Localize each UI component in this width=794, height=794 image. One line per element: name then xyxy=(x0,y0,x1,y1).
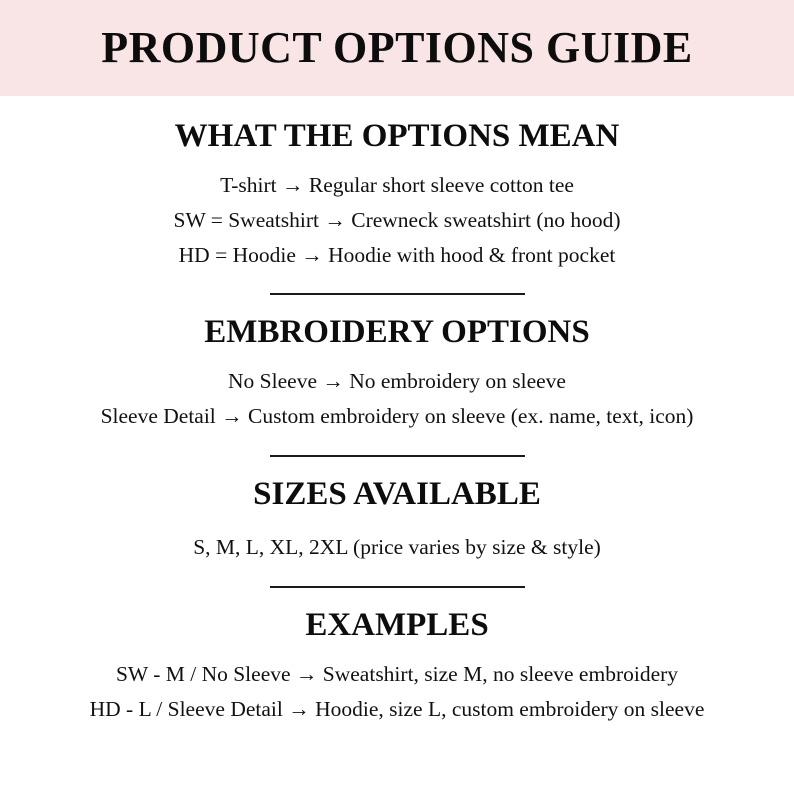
section-line: T-shirt → Regular short sleeve cotton tee xyxy=(220,172,574,197)
section-examples xyxy=(0,607,794,727)
section-line: SW = Sweatshirt → Crewneck sweatshirt (no hood) xyxy=(173,207,621,232)
section-sizes-available xyxy=(0,476,794,565)
section-line: Sleeve Detail → Custom embroidery on sleeve (ex. name, text, icon) xyxy=(100,404,694,429)
section-divider xyxy=(270,455,525,457)
section-line: S, M, L, XL, 2XL (price varies by size & style) xyxy=(193,534,601,559)
header-band xyxy=(0,0,794,96)
section-divider xyxy=(270,586,525,588)
section-line: No Sleeve → No embroidery on sleeve xyxy=(228,369,566,394)
section-line: SW - M / No Sleeve → Sweatshirt, size M, no sleeve embroidery xyxy=(115,661,679,686)
section-line: HD - L / Sleeve Detail → Hoodie, size L, custom embroidery on sleeve xyxy=(89,696,705,721)
section-title: EXAMPLES xyxy=(305,606,489,643)
section-title: WHAT THE OPTIONS MEAN xyxy=(174,118,620,154)
guide-content xyxy=(0,96,794,726)
section-line: HD = Hoodie → Hoodie with hood & front pocket xyxy=(178,242,616,267)
section-what-the-options-mean xyxy=(0,118,794,272)
section-title: SIZES AVAILABLE xyxy=(253,476,541,513)
section-divider xyxy=(270,293,525,295)
section-title: EMBROIDERY OPTIONS xyxy=(204,314,590,351)
section-embroidery-options xyxy=(0,314,794,434)
page-title: PRODUCT OPTIONS GUIDE xyxy=(101,23,693,72)
